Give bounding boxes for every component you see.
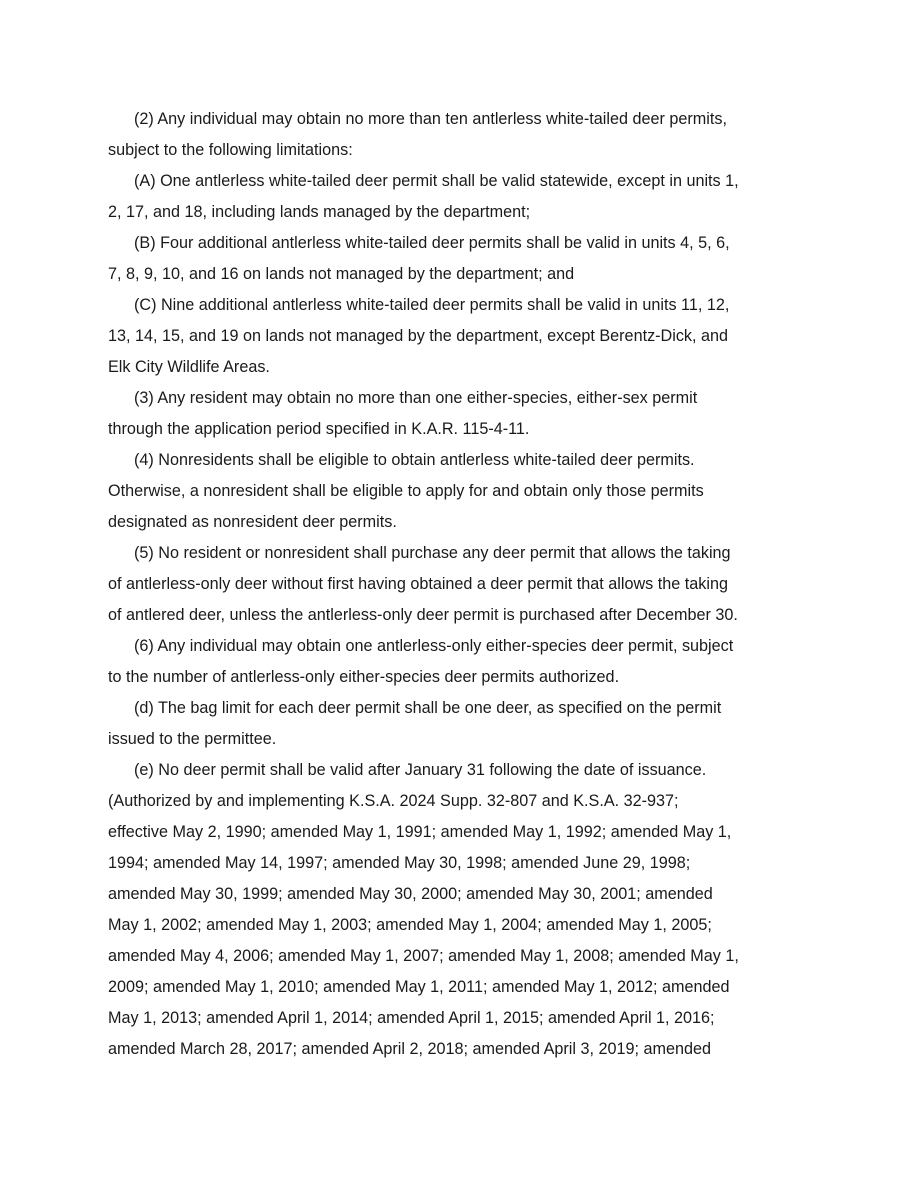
paragraph-4-line: designated as nonresident deer permits. bbox=[108, 513, 397, 531]
history-note-line: amended May 30, 1999; amended May 30, 2000; amended May 30, 2001; amended bbox=[108, 885, 713, 903]
history-note-line: 1994; amended May 14, 1997; amended May 30, 1998; amended June 29, 1998; bbox=[108, 854, 691, 872]
history-note-line: May 1, 2013; amended April 1, 2014; amended April 1, 2015; amended April 1, 2016; bbox=[108, 1009, 715, 1027]
paragraph-2-line: (2) Any individual may obtain no more than ten antlerless white-tailed deer permits, bbox=[134, 110, 727, 128]
history-note-line: 2009; amended May 1, 2010; amended May 1, 2011; amended May 1, 2012; amended bbox=[108, 978, 730, 996]
history-note-line: amended May 4, 2006; amended May 1, 2007; amended May 1, 2008; amended May 1, bbox=[108, 947, 739, 965]
paragraph-2a-line: (A) One antlerless white-tailed deer permit shall be valid statewide, except in units 1, bbox=[134, 172, 739, 190]
paragraph-2b-line: 7, 8, 9, 10, and 16 on lands not managed by the department; and bbox=[108, 265, 575, 283]
paragraph-5-line: (5) No resident or nonresident shall purchase any deer permit that allows the taking bbox=[134, 544, 731, 562]
paragraph-5-line: of antlerless-only deer without first having obtained a deer permit that allows the taking bbox=[108, 575, 728, 593]
paragraph-6-line: to the number of antlerless-only either-species deer permits authorized. bbox=[108, 668, 620, 686]
history-note-line: effective May 2, 1990; amended May 1, 1991; amended May 1, 1992; amended May 1, bbox=[108, 823, 732, 841]
paragraph-2c-line: 13, 14, 15, and 19 on lands not managed by the department, except Berentz-Dick, and bbox=[108, 327, 729, 345]
paragraph-4-line: Otherwise, a nonresident shall be eligible to apply for and obtain only those permits bbox=[108, 482, 704, 500]
paragraph-3-line: through the application period specified in K.A.R. 115-4-11. bbox=[108, 420, 530, 438]
history-note-line: (Authorized by and implementing K.S.A. 2024 Supp. 32-807 and K.S.A. 32-937; bbox=[108, 792, 679, 810]
paragraph-3-line: (3) Any resident may obtain no more than one either-species, either-sex permit bbox=[134, 389, 698, 407]
paragraph-4-line: (4) Nonresidents shall be eligible to obtain antlerless white-tailed deer permits. bbox=[134, 451, 695, 469]
paragraph-e-line: (e) No deer permit shall be valid after January 31 following the date of issuance. bbox=[134, 761, 707, 779]
paragraph-2a-line: 2, 17, and 18, including lands managed by the department; bbox=[108, 203, 531, 221]
paragraph-d-line: issued to the permittee. bbox=[108, 730, 277, 748]
paragraph-2-line: subject to the following limitations: bbox=[108, 141, 353, 159]
paragraph-2c-line: (C) Nine additional antlerless white-tailed deer permits shall be valid in units 11, 12, bbox=[134, 296, 730, 314]
paragraph-2b-line: (B) Four additional antlerless white-tailed deer permits shall be valid in units 4, 5, 6, bbox=[134, 234, 730, 252]
paragraph-2c-line: Elk City Wildlife Areas. bbox=[108, 358, 270, 376]
history-note-line: amended March 28, 2017; amended April 2, 2018; amended April 3, 2019; amended bbox=[108, 1040, 711, 1058]
history-note-line: May 1, 2002; amended May 1, 2003; amended May 1, 2004; amended May 1, 2005; bbox=[108, 916, 712, 934]
paragraph-d-line: (d) The bag limit for each deer permit shall be one deer, as specified on the permit bbox=[134, 699, 722, 717]
paragraph-6-line: (6) Any individual may obtain one antlerless-only either-species deer permit, subject bbox=[134, 637, 734, 655]
paragraph-5-line: of antlered deer, unless the antlerless-only deer permit is purchased after December 30. bbox=[108, 606, 738, 624]
